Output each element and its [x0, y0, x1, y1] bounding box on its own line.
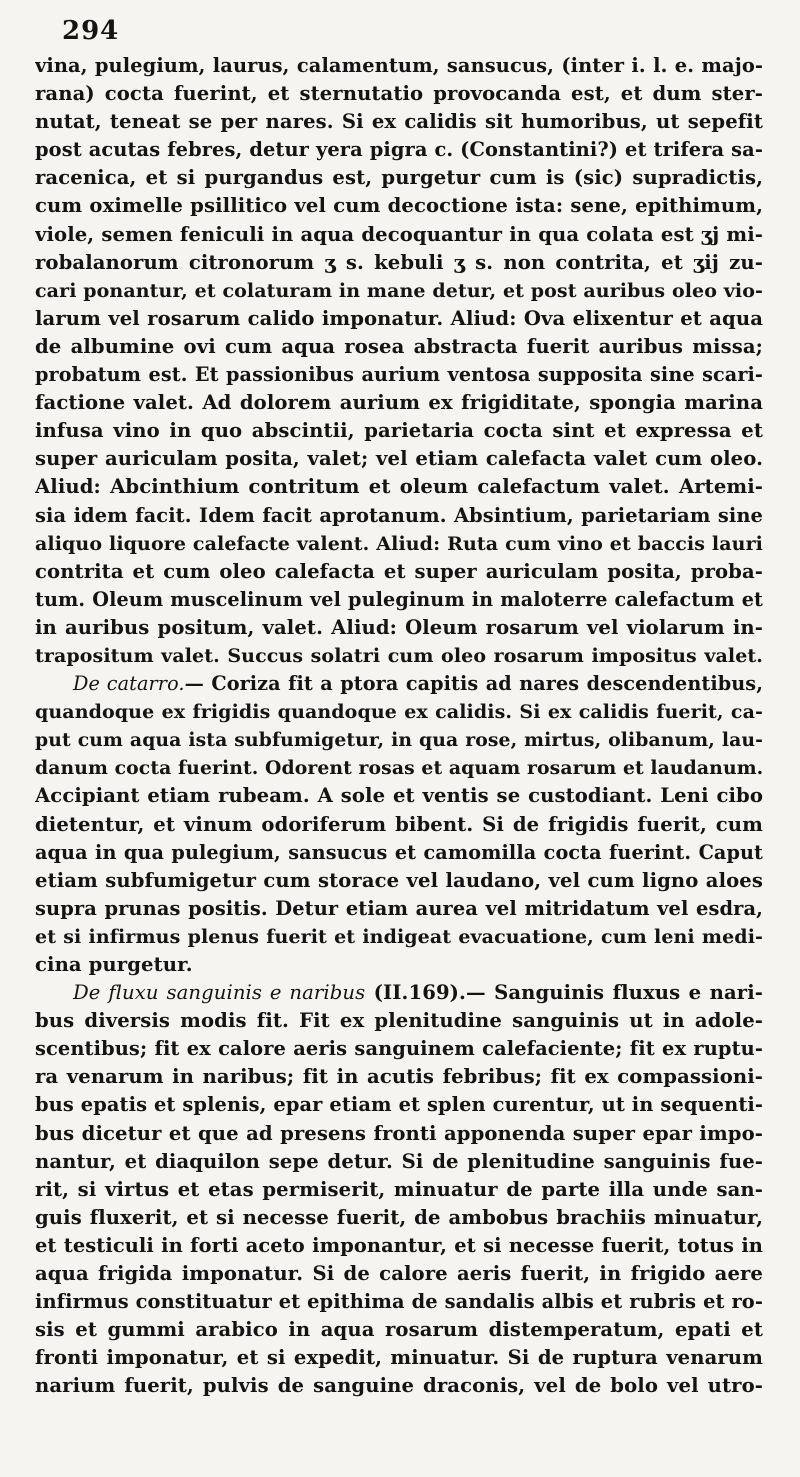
text-line: [35, 530, 763, 558]
line-text: infusa vino in quo abscintii, parietaria cocta sint et expressa et: [35, 419, 763, 443]
line-text: aqua in qua pulegium, sansucus et camomilla cocta fuerint. Caput: [35, 840, 763, 864]
text-line: [35, 108, 763, 136]
line-text: de albumine ovi cum aqua rosea abstracta fuerit auribus missa;: [35, 334, 763, 358]
text-line: [35, 445, 763, 473]
text-line: [35, 136, 763, 164]
body-text: [35, 52, 763, 1401]
line-text: cina purgetur.: [35, 953, 193, 976]
line-text: contrita et cum oleo calefacta et super auriculam posita, proba-: [35, 559, 763, 583]
text-line: [35, 164, 763, 192]
text-line: [35, 811, 763, 839]
line-text: scentibus; fit ex calore aeris sanguinem calefaciente; fit ex ruptu-: [35, 1037, 763, 1061]
line-text: vina, pulegium, laurus, calamentum, sansucus, (inter i. l. e. majo-: [35, 54, 763, 77]
line-text: sis et gummi arabico in aqua rosarum distemperatum, epati et: [35, 1318, 763, 1342]
line-text: bus dicetur et que ad presens fronti apponenda super epar impo-: [35, 1121, 763, 1145]
text-line: [35, 1372, 763, 1400]
text-line: [35, 361, 763, 389]
line-text: sia idem facit. Idem facit aprotanum. Absintium, parietariam sine: [35, 503, 763, 527]
line-text: racenica, et si purgandus est, purgetur cum is (sic) supradictis,: [35, 166, 763, 190]
line-text: rit, si virtus et etas permiserit, minuatur de parte illa unde san-: [35, 1177, 763, 1201]
text-line: [35, 726, 763, 754]
text-line: [35, 1063, 763, 1091]
line-text: etiam subfumigetur cum storace vel laudano, vel cum ligno aloes: [35, 868, 763, 892]
text-line: [35, 698, 763, 726]
line-text: tum. Oleum muscelinum vel puleginum in maloterre calefactum et: [35, 587, 763, 611]
text-line: [35, 1091, 763, 1119]
line-text: in auribus positum, valet. Aliud: Oleum rosarum vel violarum in-: [35, 615, 763, 639]
line-text: guis fluxerit, et si necesse fuerit, de ambobus brachiis minuatur,: [35, 1205, 763, 1229]
text-line: [35, 1288, 763, 1316]
text-line: [35, 305, 763, 333]
text-line: [35, 473, 763, 501]
line-text: dietentur, et vinum odoriferum bibent. Si de frigidis fuerit, cum: [35, 812, 763, 836]
text-line: [35, 192, 763, 220]
text-line: [35, 1232, 763, 1260]
line-text: danum cocta fuerint. Odorent rosas et aquam rosarum et laudanum.: [35, 757, 763, 780]
line-text: et si infirmus plenus fuerit et indigeat evacuatione, cum leni medi-: [35, 925, 763, 948]
text-line: [35, 1007, 763, 1035]
text-line: [35, 1260, 763, 1288]
text-line: [35, 277, 763, 305]
text-line: [35, 1316, 763, 1344]
line-text: post acutas febres, detur yera pigra c. (Constantini?) et trifera sa-: [35, 138, 763, 162]
line-text: trapositum valet. Succus solatri cum oleo rosarum impositus valet.: [35, 644, 763, 667]
text-line: [35, 1120, 763, 1148]
line-text: — Coriza fit a ptora capitis ad nares descendentibus,: [184, 672, 763, 696]
line-text: Accipiant etiam rubeam. A sole et ventis se custodiant. Leni cibo: [35, 784, 763, 808]
text-line: [35, 1035, 763, 1063]
text-line: [35, 979, 763, 1007]
section-heading: De catarro.: [73, 672, 185, 696]
text-line: [35, 1148, 763, 1176]
line-text: nutat, teneat se per nares. Si ex calidis sit humoribus, ut sepefit: [35, 110, 763, 134]
text-line: [35, 586, 763, 614]
line-text: robalanorum citronorum ʒ s. kebuli ʒ s. non contrita, et ʒij zu-: [35, 250, 763, 274]
line-text: factione valet. Ad dolorem aurium ex frigiditate, spongia marina: [35, 391, 763, 415]
line-text: bus diversis modis fit. Fit ex plenitudine sanguinis ut in adole-: [35, 1009, 763, 1033]
text-line: [35, 782, 763, 810]
line-text: viole, semen feniculi in aqua decoquantur in qua colata est ʒj mi-: [35, 222, 763, 246]
line-text: larum vel rosarum calido imponatur. Aliud: Ova elixentur et aqua: [35, 306, 763, 330]
page-number: 294: [62, 16, 120, 46]
text-line: [35, 895, 763, 923]
line-text: aliquo liquore calefacte valent. Aliud: Ruta cum vino et baccis lauri: [35, 532, 763, 555]
line-text: infirmus constituatur et epithima de sandalis albis et rubris et ro-: [35, 1290, 763, 1314]
line-text: nantur, et diaquilon sepe detur. Si de plenitudine sanguinis fue-: [35, 1149, 763, 1173]
text-line: [35, 249, 763, 277]
line-text: probatum est. Et passionibus aurium ventosa supposita sine scari-: [35, 363, 763, 387]
text-line: [35, 389, 763, 417]
line-text: ra venarum in naribus; fit in acutis febribus; fit ex compassioni-: [35, 1065, 763, 1089]
line-text: cari ponantur, et colaturam in mane detur, et post auribus oleo vio-: [35, 279, 763, 302]
line-text: bus epatis et splenis, epar etiam et splen curentur, ut in sequenti-: [35, 1093, 763, 1117]
text-line: [35, 417, 763, 445]
text-line: [35, 558, 763, 586]
text-line: [35, 614, 763, 642]
text-line: [35, 52, 763, 80]
text-line: [35, 221, 763, 249]
text-line: [35, 1204, 763, 1232]
text-line: [35, 1344, 763, 1372]
line-text: supra prunas positis. Detur etiam aurea vel mitridatum vel esdra,: [35, 896, 763, 920]
line-text: rana) cocta fuerint, et sternutatio provocanda est, et dum ster-: [35, 82, 763, 106]
line-text: fronti imponatur, et si expedit, minuatur. Si de ruptura venarum: [35, 1346, 763, 1370]
line-text: Aliud: Abcinthium contritum et oleum calefactum valet. Artemi-: [35, 475, 763, 499]
section-heading: De fluxu sanguinis e naribus: [73, 981, 366, 1005]
line-text: narium fuerit, pulvis de sanguine draconis, vel de bolo vel utro-: [35, 1374, 763, 1398]
text-line: [35, 951, 763, 979]
text-line: [35, 1176, 763, 1204]
line-text: aqua frigida imponatur. Si de calore aeris fuerit, in frigido aere: [35, 1262, 763, 1286]
line-text: put cum aqua ista subfumigetur, in qua rose, mirtus, olibanum, lau-: [35, 729, 763, 752]
line-text: super auriculam posita, valet; vel etiam calefacta valet cum oleo.: [35, 447, 763, 471]
line-text: cum oximelle psillitico vel cum decoctione ista: sene, epithimum,: [35, 194, 763, 218]
text-line: [35, 333, 763, 361]
text-line: [35, 839, 763, 867]
text-line: [35, 867, 763, 895]
text-line: [35, 80, 763, 108]
text-line: [35, 642, 763, 670]
line-text: quandoque ex frigidis quandoque ex calidis. Si ex calidis fuerit, ca-: [35, 701, 763, 724]
line-text: (II.169).— Sanguinis fluxus e nari-: [365, 981, 763, 1005]
line-text: et testiculi in forti aceto imponantur, et si necesse fuerit, totus in: [35, 1233, 763, 1257]
text-line: [35, 670, 763, 698]
text-line: [35, 923, 763, 951]
text-line: [35, 502, 763, 530]
text-line: [35, 754, 763, 782]
